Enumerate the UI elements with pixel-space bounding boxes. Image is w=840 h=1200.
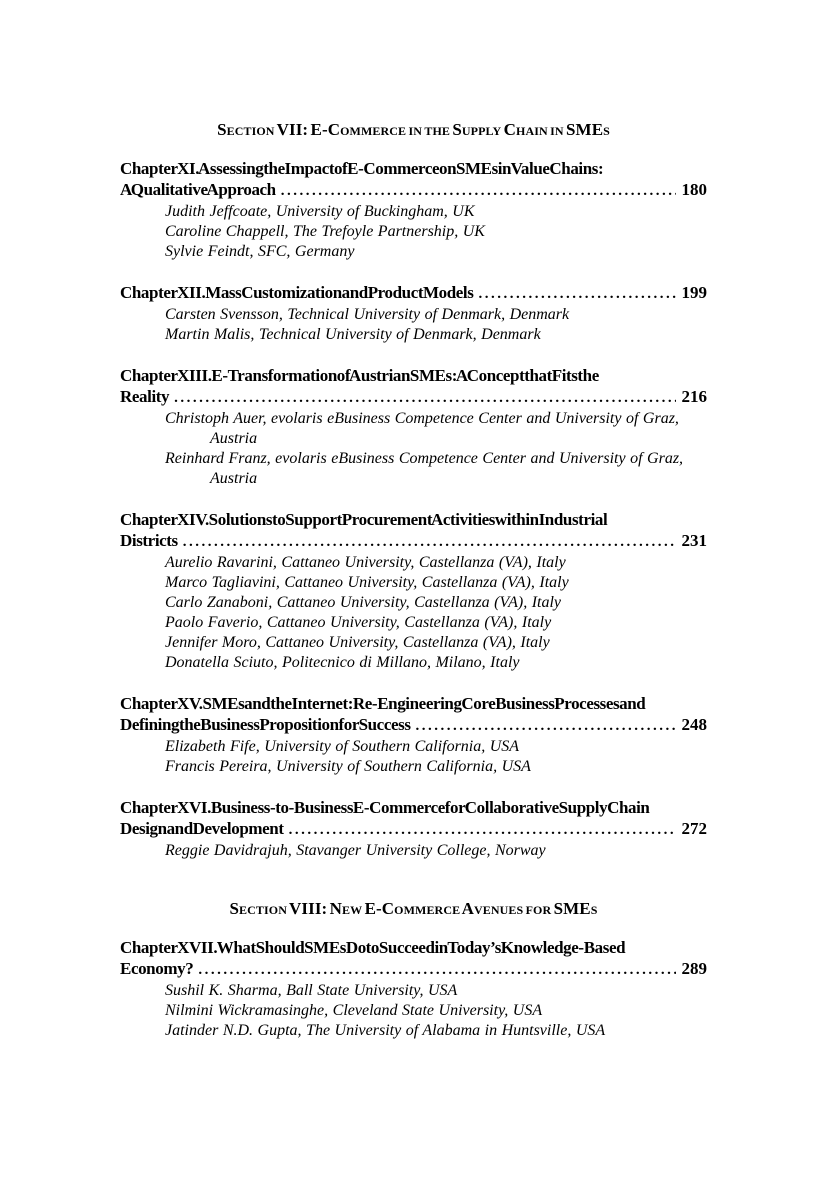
dot-leader bbox=[174, 388, 675, 409]
page-number: 231 bbox=[681, 531, 707, 550]
author-line: Carlo Zanaboni, Cattaneo University, Castellanza (VA), Italy bbox=[165, 594, 562, 611]
author-line: Elizabeth Fife, University of Southern California, USA bbox=[165, 738, 520, 755]
author-line: Christoph Auer, evolaris eBusiness Competence Center and University of Graz, bbox=[165, 410, 679, 427]
author-line: Sushil K. Sharma, Ball State University, USA bbox=[165, 982, 458, 999]
toc-section bbox=[120, 121, 707, 861]
author-line: Sylvie Feindt, SFC, Germany bbox=[165, 243, 355, 260]
author-line: Francis Pereira, University of Southern California, USA bbox=[165, 758, 531, 775]
dot-leader bbox=[281, 181, 676, 202]
author-line: Reggie Davidrajuh, Stavanger University College, Norway bbox=[165, 842, 546, 859]
chapter-title-line: A Qualitative Approach bbox=[120, 180, 276, 199]
toc-chapter-entry bbox=[120, 158, 707, 262]
author-line: Austria bbox=[210, 470, 258, 487]
toc-chapter-entry bbox=[120, 509, 707, 673]
chapter-title-row bbox=[120, 282, 707, 305]
dot-leader bbox=[198, 960, 675, 981]
chapter-title-line: Reality bbox=[120, 387, 170, 406]
dot-leader bbox=[478, 284, 675, 305]
chapter-title-row bbox=[120, 530, 707, 553]
section-heading: Section VII: E-Commerce in the Supply Chain in SMEs bbox=[217, 120, 610, 139]
chapter-title-row bbox=[120, 958, 707, 981]
toc-chapter-entry bbox=[120, 282, 707, 345]
chapter-title-line: Chapter XII. Mass Customization and Product Models bbox=[120, 283, 474, 302]
chapter-title-line: Chapter XVI. Business-to-Business E-Commerce for Collaborative Supply Chain bbox=[120, 798, 650, 817]
toc-chapter-entry bbox=[120, 693, 707, 777]
page-number: 272 bbox=[681, 819, 707, 838]
author-line: Jennifer Moro, Cattaneo University, Castellanza (VA), Italy bbox=[165, 634, 550, 651]
toc-section bbox=[120, 881, 707, 1041]
page-number: 248 bbox=[681, 715, 707, 734]
chapter-title-line: Chapter XIV. Solutions to Support Procurement Activities within Industrial bbox=[120, 510, 608, 529]
chapter-title-row bbox=[120, 714, 707, 737]
author-line: Austria bbox=[210, 430, 258, 447]
author-line: Donatella Sciuto, Politecnico di Millano, Milano, Italy bbox=[165, 654, 520, 671]
page-number: 180 bbox=[681, 180, 707, 199]
author-line: Jatinder N.D. Gupta, The University of Alabama in Huntsville, USA bbox=[165, 1022, 606, 1039]
author-line: Marco Tagliavini, Cattaneo University, Castellanza (VA), Italy bbox=[165, 574, 569, 591]
chapter-title-line: Design and Development bbox=[120, 819, 284, 838]
author-line: Reinhard Franz, evolaris eBusiness Competence Center and University of Graz, bbox=[165, 450, 684, 467]
dot-leader bbox=[289, 820, 676, 841]
dot-leader bbox=[416, 716, 676, 737]
chapter-title-row bbox=[120, 818, 707, 841]
page-number: 199 bbox=[681, 283, 707, 302]
toc-chapter-entry bbox=[120, 937, 707, 1041]
section-heading: Section VIII: New E-Commerce Avenues for SMEs bbox=[229, 899, 598, 918]
chapter-title-line: Chapter XVII. What Should SMEs Do to Succeed in Today’s Knowledge-Based bbox=[120, 938, 626, 957]
toc-chapter-entry bbox=[120, 797, 707, 861]
page-number: 289 bbox=[681, 959, 707, 978]
chapter-title-line: Chapter XIII. E-Transformation of Austrian SMEs: A Concept that Fits the bbox=[120, 366, 599, 385]
page-number: 216 bbox=[681, 387, 707, 406]
toc-chapter-entry bbox=[120, 365, 707, 489]
chapter-title-line: Chapter XV. SMEs and the Internet: Re-Engineering Core Business Processes and bbox=[120, 694, 646, 713]
dot-leader bbox=[183, 532, 676, 553]
chapter-title-line: Defining the Business Proposition for Success bbox=[120, 715, 411, 734]
chapter-title-line: Districts bbox=[120, 531, 178, 550]
author-line: Nilmini Wickramasinghe, Cleveland State University, USA bbox=[165, 1002, 543, 1019]
author-line: Caroline Chappell, The Trefoyle Partnership, UK bbox=[165, 223, 485, 240]
author-line: Paolo Faverio, Cattaneo University, Castellanza (VA), Italy bbox=[165, 614, 552, 631]
chapter-title-line: Economy? bbox=[120, 959, 194, 978]
chapter-title-line: Chapter XI. Assessing the Impact of E-Commerce on SMEs in Value Chains: bbox=[120, 159, 604, 178]
author-line: Aurelio Ravarini, Cattaneo University, Castellanza (VA), Italy bbox=[165, 554, 566, 571]
author-line: Martin Malis, Technical University of Denmark, Denmark bbox=[165, 326, 541, 343]
table-of-contents bbox=[120, 0, 707, 1041]
chapter-title-row bbox=[120, 179, 707, 202]
author-line: Carsten Svensson, Technical University of Denmark, Denmark bbox=[165, 306, 570, 323]
chapter-title-row bbox=[120, 386, 707, 409]
author-line: Judith Jeffcoate, University of Buckingham, UK bbox=[165, 203, 475, 220]
